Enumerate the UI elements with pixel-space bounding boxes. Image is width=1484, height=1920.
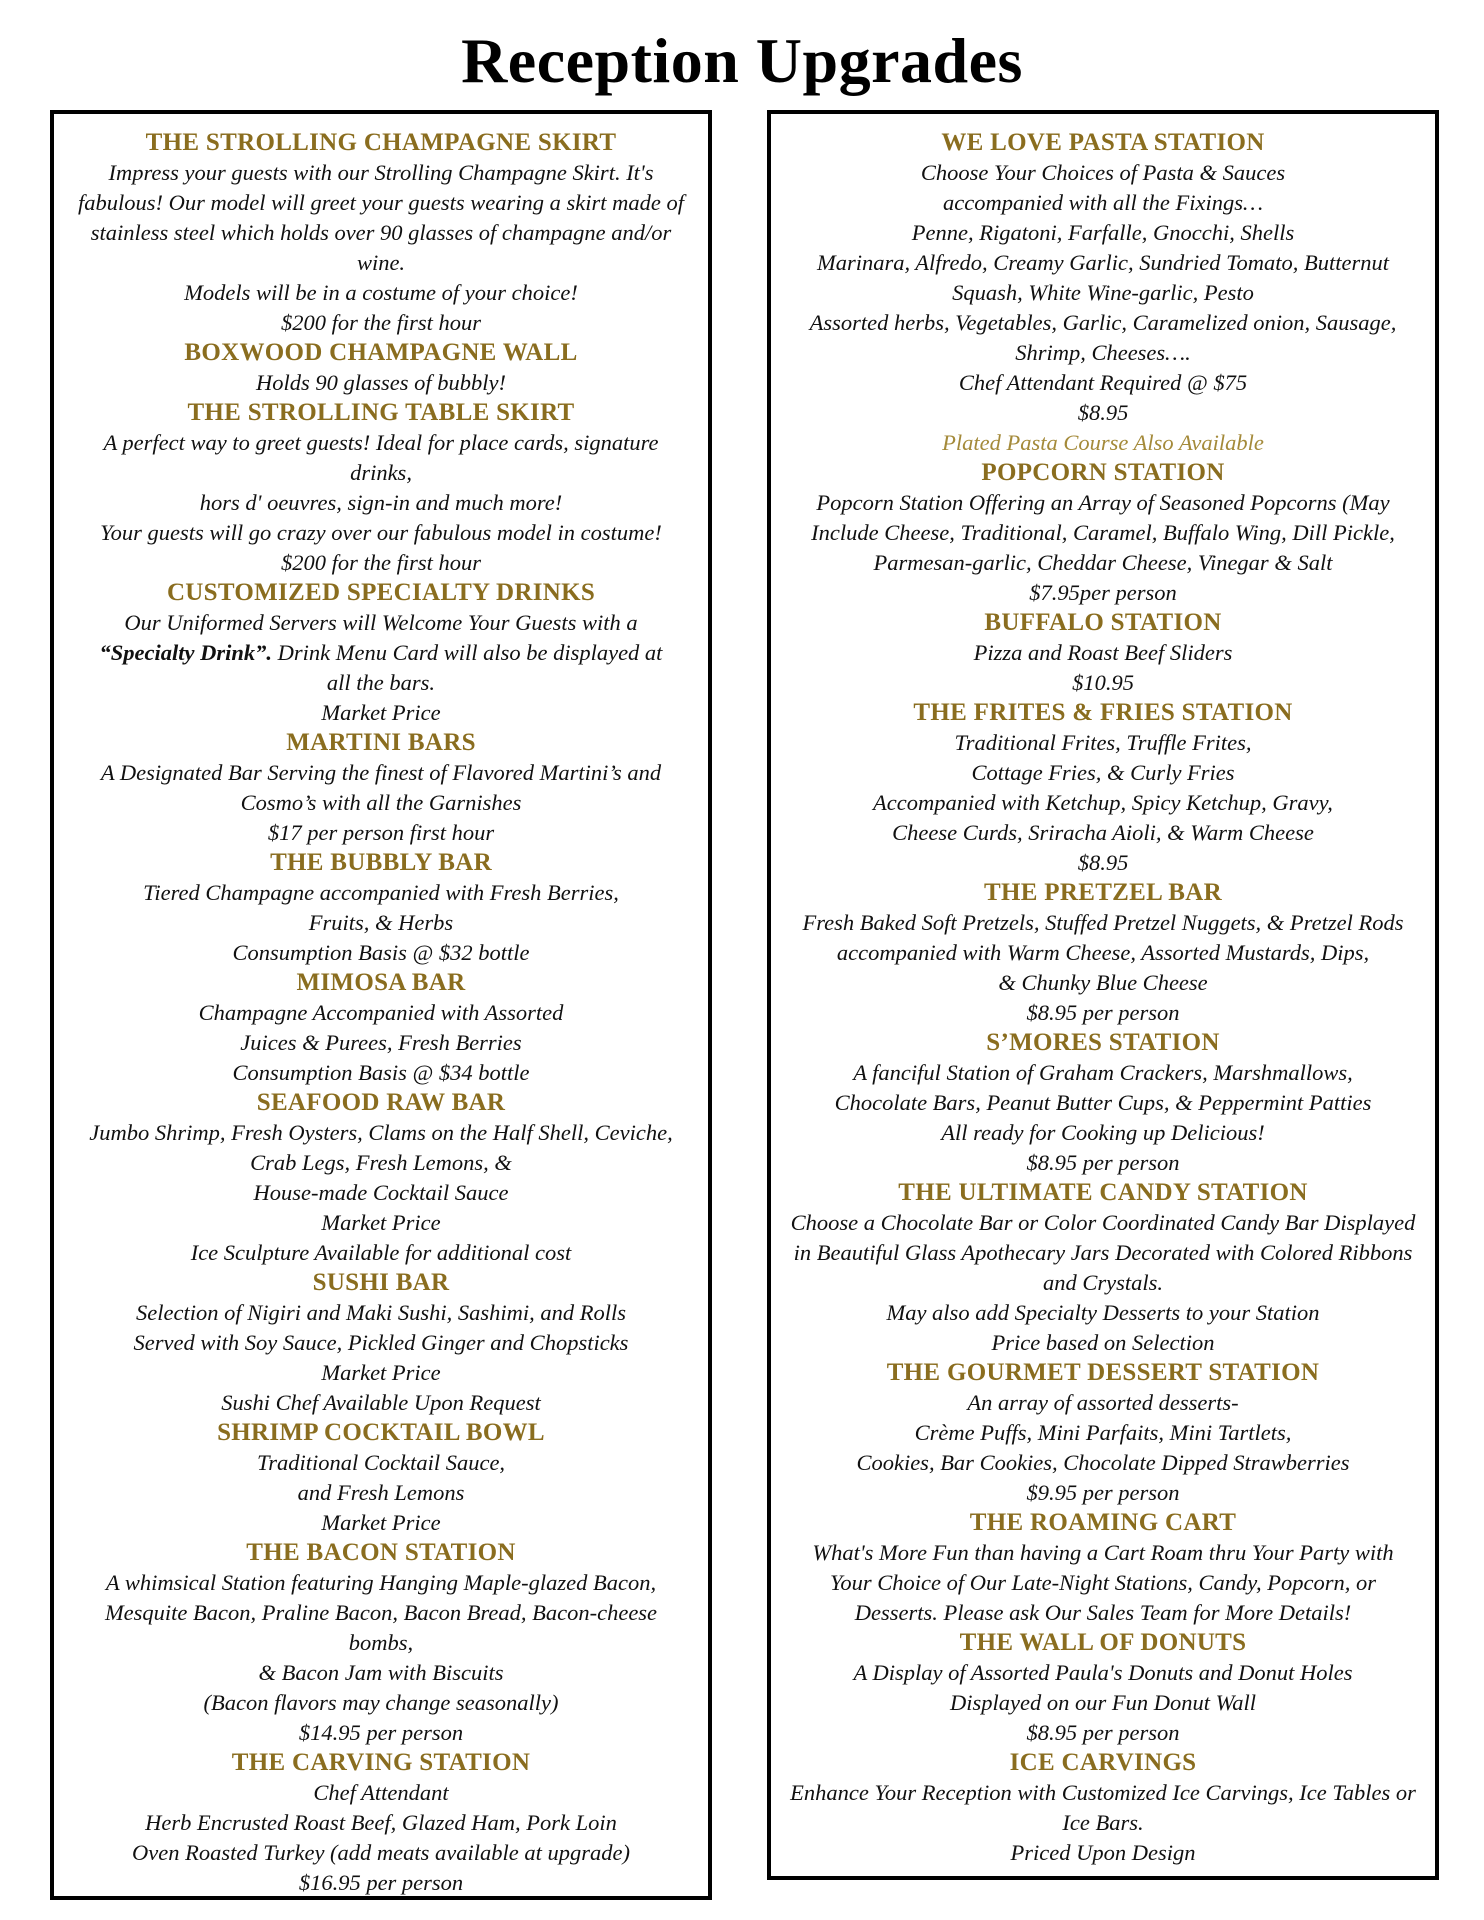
section-heading: THE GOURMET DESSERT STATION xyxy=(886,1359,1320,1386)
section-heading: THE FRITES & FRIES STATION xyxy=(913,699,1293,726)
section-line: May also add Specialty Desserts to your Station xyxy=(886,1300,1320,1325)
section-line: House-made Cocktail Sauce xyxy=(253,1180,509,1205)
section-line: Jumbo Shrimp, Fresh Oysters, Clams on the Half Shell, Ceviche, xyxy=(89,1120,673,1145)
section-price: $200 for the first hour xyxy=(280,550,482,575)
section-price: $16.95 per person xyxy=(298,1870,464,1895)
specialty-drink-bold: “Specialty Drink”. xyxy=(99,640,273,665)
section-line: accompanied with Warm Cheese, Assorted Mustards, Dips, xyxy=(836,940,1370,965)
section-line: Pizza and Roast Beef Sliders xyxy=(973,640,1233,665)
section-line: Displayed on our Fun Donut Wall xyxy=(949,1690,1257,1715)
section-line: Holds 90 glasses of bubbly! xyxy=(256,370,506,395)
section-line: Sushi Chef Available Upon Request xyxy=(221,1390,541,1415)
section-line: Tiered Champagne accompanied with Fresh Berries, xyxy=(143,880,619,905)
section-line: Penne, Rigatoni, Farfalle, Gnocchi, Shells xyxy=(911,220,1295,245)
section-price: $10.95 xyxy=(1072,670,1134,695)
section-line: Impress your guests with our Strolling Champagne Skirt. It's xyxy=(108,160,654,185)
left-column xyxy=(50,110,712,1900)
section-line-rest: Drink Menu Card will also be displayed at xyxy=(272,640,663,665)
section-line: Chocolate Bars, Peanut Butter Cups, & Peppermint Patties xyxy=(834,1090,1372,1115)
section-heading: CUSTOMIZED SPECIALTY DRINKS xyxy=(166,579,596,606)
section-line: Marinara, Alfredo, Creamy Garlic, Sundried Tomato, Butternut xyxy=(816,250,1390,275)
section-line: Cosmo’s with all the Garnishes xyxy=(240,790,522,815)
section-price: $8.95 per person xyxy=(1026,1720,1180,1745)
section-line: Oven Roasted Turkey (add meats available at upgrade) xyxy=(131,1840,631,1865)
section-price: Market Price xyxy=(321,1360,441,1385)
section-line: (Bacon flavors may change seasonally) xyxy=(203,1690,559,1715)
section-line: Champagne Accompanied with Assorted xyxy=(198,1000,564,1025)
section-line: Ice Bars. xyxy=(1062,1810,1144,1835)
section-line: & Chunky Blue Cheese xyxy=(998,970,1208,995)
section-line: & Bacon Jam with Biscuits xyxy=(258,1660,504,1685)
section-line: A perfect way to greet guests! Ideal for place cards, signature drinks, xyxy=(103,430,659,485)
section-heading: WE LOVE PASTA STATION xyxy=(941,129,1265,156)
section-heading: ICE CARVINGS xyxy=(1009,1749,1197,1776)
section-price: $9.95 per person xyxy=(1026,1480,1180,1505)
section-price: Consumption Basis @ $34 bottle xyxy=(232,1060,530,1085)
section-line: Chef Attendant Required @ $75 xyxy=(958,370,1248,395)
section-price: $8.95 xyxy=(1077,400,1129,425)
section-line: Parmesan-garlic, Cheddar Cheese, Vinegar & Salt xyxy=(873,550,1333,575)
section-price: $200 for the first hour xyxy=(280,310,482,335)
section-line: A whimsical Station featuring Hanging Maple-glazed Bacon, xyxy=(105,1570,657,1595)
section-line: Juices & Purees, Fresh Berries xyxy=(240,1030,522,1055)
section-line: Fruits, & Herbs xyxy=(308,910,454,935)
section-line: Selection of Nigiri and Maki Sushi, Sashimi, and Rolls xyxy=(136,1300,626,1325)
section-line: Popcorn Station Offering an Array of Seasoned Popcorns (May xyxy=(816,490,1390,515)
section-price: Market Price xyxy=(321,700,441,725)
section-price: Priced Upon Design xyxy=(1010,1840,1196,1865)
section-heading: THE BACON STATION xyxy=(246,1539,516,1566)
page-title: Reception Upgrades xyxy=(461,25,1023,96)
section-line: Choose a Chocolate Bar or Color Coordinated Candy Bar Displayed xyxy=(790,1210,1416,1235)
section-heading: MARTINI BARS xyxy=(286,729,476,756)
section-price: Price based on Selection xyxy=(991,1330,1215,1355)
section-line: Herb Encrusted Roast Beef, Glazed Ham, Pork Loin xyxy=(145,1810,617,1835)
section-heading: SHRIMP COCKTAIL BOWL xyxy=(217,1419,545,1446)
section-heading: MIMOSA BAR xyxy=(296,969,466,996)
section-line: Models will be in a costume of your choice! xyxy=(184,280,578,305)
section-line: Desserts. Please ask Our Sales Team for More Details! xyxy=(854,1600,1352,1625)
section-heading: THE PRETZEL BAR xyxy=(984,879,1222,906)
section-line: Served with Soy Sauce, Pickled Ginger and Chopsticks xyxy=(133,1330,629,1355)
section-heading: THE BUBBLY BAR xyxy=(270,849,492,876)
section-line: Cheese Curds, Sriracha Aioli, & Warm Cheese xyxy=(892,820,1314,845)
section-line: Accompanied with Ketchup, Spicy Ketchup, Gravy, xyxy=(873,790,1333,815)
section-line: Cottage Fries, & Curly Fries xyxy=(971,760,1235,785)
plated-pasta-note: Plated Pasta Course Also Available xyxy=(942,430,1264,455)
section-line: Ice Sculpture Available for additional cost xyxy=(190,1240,572,1265)
section-heading: SEAFOOD RAW BAR xyxy=(256,1089,506,1116)
section-heading: S’MORES STATION xyxy=(986,1029,1220,1056)
section-line: Your Choice of Our Late-Night Stations, Candy, Popcorn, or xyxy=(829,1570,1377,1595)
section-line: Your guests will go crazy over our fabulous model in costume! xyxy=(100,520,662,545)
section-line: Crème Puffs, Mini Parfaits, Mini Tartlets, xyxy=(914,1420,1292,1445)
section-line: Cookies, Bar Cookies, Chocolate Dipped Strawberries xyxy=(856,1450,1350,1475)
section-line: in Beautiful Glass Apothecary Jars Decorated with Colored Ribbons xyxy=(793,1240,1413,1265)
section-line: Include Cheese, Traditional, Caramel, Buffalo Wing, Dill Pickle, xyxy=(811,520,1395,545)
section-line: Mesquite Bacon, Praline Bacon, Bacon Bread, Bacon-cheese bombs, xyxy=(104,1600,658,1655)
section-line: Squash, White Wine-garlic, Pesto xyxy=(952,280,1254,305)
right-column xyxy=(767,110,1439,1880)
section-heading: THE CARVING STATION xyxy=(231,1749,531,1776)
section-heading: THE STROLLING CHAMPAGNE SKIRT xyxy=(145,129,617,156)
section-price: $14.95 per person xyxy=(298,1720,464,1745)
section-price: $8.95 per person xyxy=(1026,1000,1180,1025)
section-line: Traditional Frites, Truffle Frites, xyxy=(954,730,1252,755)
section-heading: BUFFALO STATION xyxy=(984,609,1222,636)
section-line: Crab Legs, Fresh Lemons, & xyxy=(250,1150,512,1175)
section-heading: THE ULTIMATE CANDY STATION xyxy=(898,1179,1308,1206)
section-line xyxy=(70,638,692,668)
section-line: Shrimp, Cheeses…. xyxy=(1015,340,1191,365)
section-heading: BOXWOOD CHAMPAGNE WALL xyxy=(184,339,578,366)
section-line: An array of assorted desserts- xyxy=(967,1390,1239,1415)
section-heading: THE WALL OF DONUTS xyxy=(959,1629,1247,1656)
section-line: hors d' oeuvres, sign-in and much more! xyxy=(199,490,563,515)
section-price: Market Price xyxy=(321,1210,441,1235)
section-heading: SUSHI BAR xyxy=(312,1269,450,1296)
section-heading: THE STROLLING TABLE SKIRT xyxy=(187,399,575,426)
section-price: $8.95 xyxy=(1077,850,1129,875)
section-line: All ready for Cooking up Delicious! xyxy=(941,1120,1265,1145)
section-line: accompanied with all the Fixings… xyxy=(943,190,1263,215)
section-line: A Display of Assorted Paula's Donuts and Donut Holes xyxy=(853,1660,1353,1685)
section-line: Assorted herbs, Vegetables, Garlic, Caramelized onion, Sausage, xyxy=(809,310,1397,335)
section-line: Chef Attendant xyxy=(313,1780,449,1805)
section-line: Our Uniformed Servers will Welcome Your Guests with a xyxy=(124,610,638,635)
section-line: Traditional Cocktail Sauce, xyxy=(256,1450,506,1475)
section-line: A Designated Bar Serving the finest of Flavored Martini’s and xyxy=(100,760,662,785)
section-line: What's More Fun than having a Cart Roam thru Your Party with xyxy=(812,1540,1394,1565)
section-line: Fresh Baked Soft Pretzels, Stuffed Pretzel Nuggets, & Pretzel Rods xyxy=(802,910,1404,935)
section-price: $17 per person first hour xyxy=(267,820,495,845)
section-price: $7.95per person xyxy=(1029,580,1177,605)
section-line: and Crystals. xyxy=(1042,1270,1163,1295)
section-line: Enhance Your Reception with Customized Ice Carvings, Ice Tables or xyxy=(790,1780,1416,1805)
section-line: Choose Your Choices of Pasta & Sauces xyxy=(920,160,1286,185)
section-line: and Fresh Lemons xyxy=(297,1480,465,1505)
section-price: Consumption Basis @ $32 bottle xyxy=(232,940,530,965)
section-line: fabulous! Our model will greet your guests wearing a skirt made of xyxy=(77,190,684,215)
section-line: all the bars. xyxy=(326,670,436,695)
section-heading: POPCORN STATION xyxy=(981,459,1225,486)
section-price: Market Price xyxy=(321,1510,441,1535)
section-line: stainless steel which holds over 90 glasses of champagne and/or wine. xyxy=(90,220,672,275)
section-price: $8.95 per person xyxy=(1026,1150,1180,1175)
section-line: A fanciful Station of Graham Crackers, Marshmallows, xyxy=(853,1060,1353,1085)
section-heading: THE ROAMING CART xyxy=(969,1509,1237,1536)
